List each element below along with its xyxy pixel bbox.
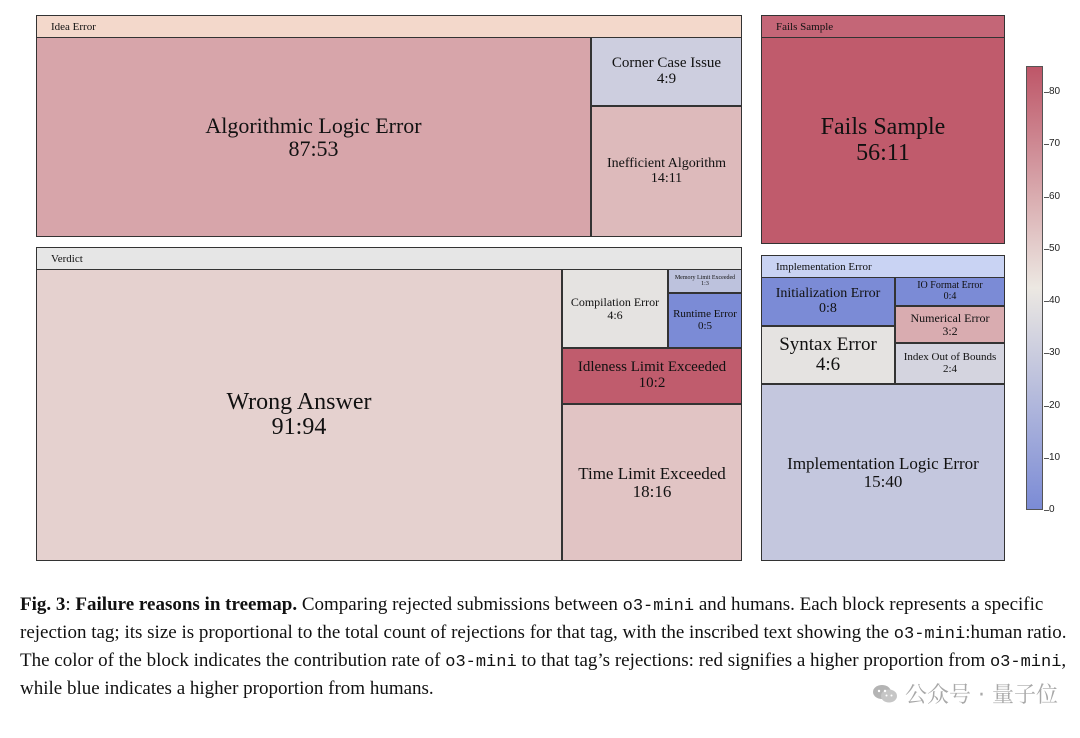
tag-ratio: 91:94 bbox=[271, 414, 327, 440]
colorbar-tick-label: 20 bbox=[1049, 400, 1061, 411]
tag-ratio: 4:6 bbox=[815, 354, 841, 375]
caption-colon: : bbox=[65, 594, 76, 615]
caption-text-3: :human ratio. The color of the block indicates the contribution rate of bbox=[20, 622, 1067, 671]
tag-label: Numerical Error bbox=[910, 310, 990, 325]
group-header-fails-sample: Fails Sample bbox=[762, 16, 1004, 38]
caption-model-3: o3-mini bbox=[445, 653, 517, 672]
tag-cell-algorithmic-logic-error bbox=[36, 37, 591, 237]
caption-fig-label: Fig. 3 bbox=[20, 594, 66, 615]
wechat-icon bbox=[871, 683, 899, 705]
watermark bbox=[871, 678, 1058, 709]
tag-ratio: 4:9 bbox=[656, 70, 677, 87]
tag-ratio: 3:2 bbox=[942, 323, 958, 338]
tag-label: Inefficient Algorithm bbox=[606, 155, 727, 171]
tag-cell-implementation-logic-error bbox=[761, 384, 1005, 561]
tag-label: Memory Limit Exceeded bbox=[674, 274, 736, 281]
tag-cell-syntax-error bbox=[761, 326, 895, 384]
colorbar-tick-label: 50 bbox=[1049, 243, 1061, 254]
tag-ratio: 1:3 bbox=[701, 281, 709, 287]
tag-ratio: 0:8 bbox=[819, 300, 837, 316]
tag-ratio: 56:11 bbox=[856, 139, 910, 166]
tag-cell-index-out-of-bounds bbox=[895, 343, 1005, 384]
tag-label: Fails Sample bbox=[820, 114, 946, 141]
tag-label: Initialization Error bbox=[775, 285, 881, 301]
watermark-text: 公众号 · 量子位 bbox=[905, 683, 1058, 708]
tag-label: IO Format Error bbox=[917, 280, 983, 291]
group-header-implementation-error: Implementation Error bbox=[762, 256, 1004, 278]
caption-model-4: o3-mini bbox=[989, 653, 1062, 672]
tag-ratio: 14:11 bbox=[650, 170, 683, 186]
colorbar-tick-label: 70 bbox=[1049, 138, 1061, 149]
tag-label: Corner Case Issue bbox=[611, 54, 722, 71]
caption-title: Failure reasons in treemap. bbox=[75, 594, 298, 615]
tag-cell-runtime-error bbox=[668, 293, 742, 348]
tag-cell-io-format-error bbox=[895, 277, 1005, 306]
tag-ratio: 2:4 bbox=[942, 362, 958, 375]
tag-ratio: 0:5 bbox=[697, 319, 713, 332]
tag-label: Runtime Error bbox=[673, 307, 737, 320]
tag-cell-compilation-error bbox=[562, 269, 668, 348]
caption-text-5: , while blue indicates a higher proportion from humans. bbox=[20, 650, 1067, 699]
colorbar-tick-label: 40 bbox=[1049, 295, 1061, 306]
tag-label: Implementation Logic Error bbox=[787, 453, 979, 473]
tag-ratio: 15:40 bbox=[863, 471, 903, 491]
caption-text-4: to that tag’s rejections: red signifies a higher proportion from bbox=[516, 650, 990, 671]
tag-ratio: 87:53 bbox=[288, 136, 339, 161]
colorbar bbox=[1026, 66, 1043, 510]
colorbar-tick-label: 10 bbox=[1049, 452, 1061, 463]
tag-ratio: 10:2 bbox=[638, 375, 666, 391]
group-header-verdict: Verdict bbox=[37, 248, 741, 270]
colorbar-tick-label: 60 bbox=[1049, 191, 1061, 202]
tag-label: Time Limit Exceeded bbox=[578, 463, 726, 483]
tag-label: Wrong Answer bbox=[226, 388, 372, 415]
tag-cell-inefficient-algorithm bbox=[591, 106, 742, 237]
tag-cell-time-limit-exceeded bbox=[562, 404, 742, 561]
tag-ratio: 4:6 bbox=[607, 307, 623, 322]
tag-ratio: 18:16 bbox=[632, 481, 672, 501]
tag-cell-memory-limit-exceeded bbox=[668, 269, 742, 293]
tag-label: Index Out of Bounds bbox=[903, 350, 997, 363]
tag-label: Compilation Error bbox=[570, 294, 660, 309]
tag-cell-initialization-error bbox=[761, 277, 895, 326]
caption-model-2: o3-mini bbox=[893, 625, 966, 644]
tag-cell-wrong-answer bbox=[36, 269, 562, 561]
caption-text-1: Comparing rejected submissions between bbox=[297, 594, 623, 615]
group-header-idea-error: Idea Error bbox=[37, 16, 741, 38]
caption-text-2: and humans. Each block represents a specific rejection tag; its size is proportional to the total count of rejections for that tag, with the inscribed text showing the bbox=[20, 594, 1044, 643]
colorbar-tick-label: 80 bbox=[1049, 86, 1061, 97]
tag-cell-fails-sample bbox=[761, 37, 1005, 244]
tag-label: Syntax Error bbox=[779, 334, 877, 356]
tag-label: Idleness Limit Exceeded bbox=[577, 359, 727, 376]
tag-cell-idleness-limit-exceeded bbox=[562, 348, 742, 404]
tag-ratio: 0:4 bbox=[943, 290, 957, 302]
colorbar-tick-label: 30 bbox=[1049, 347, 1061, 358]
tag-label: Algorithmic Logic Error bbox=[205, 112, 422, 138]
caption-model-1: o3-mini bbox=[622, 597, 695, 616]
tag-cell-corner-case-issue bbox=[591, 37, 742, 106]
tag-cell-numerical-error bbox=[895, 306, 1005, 343]
colorbar-tick-label: 0 bbox=[1049, 504, 1055, 515]
